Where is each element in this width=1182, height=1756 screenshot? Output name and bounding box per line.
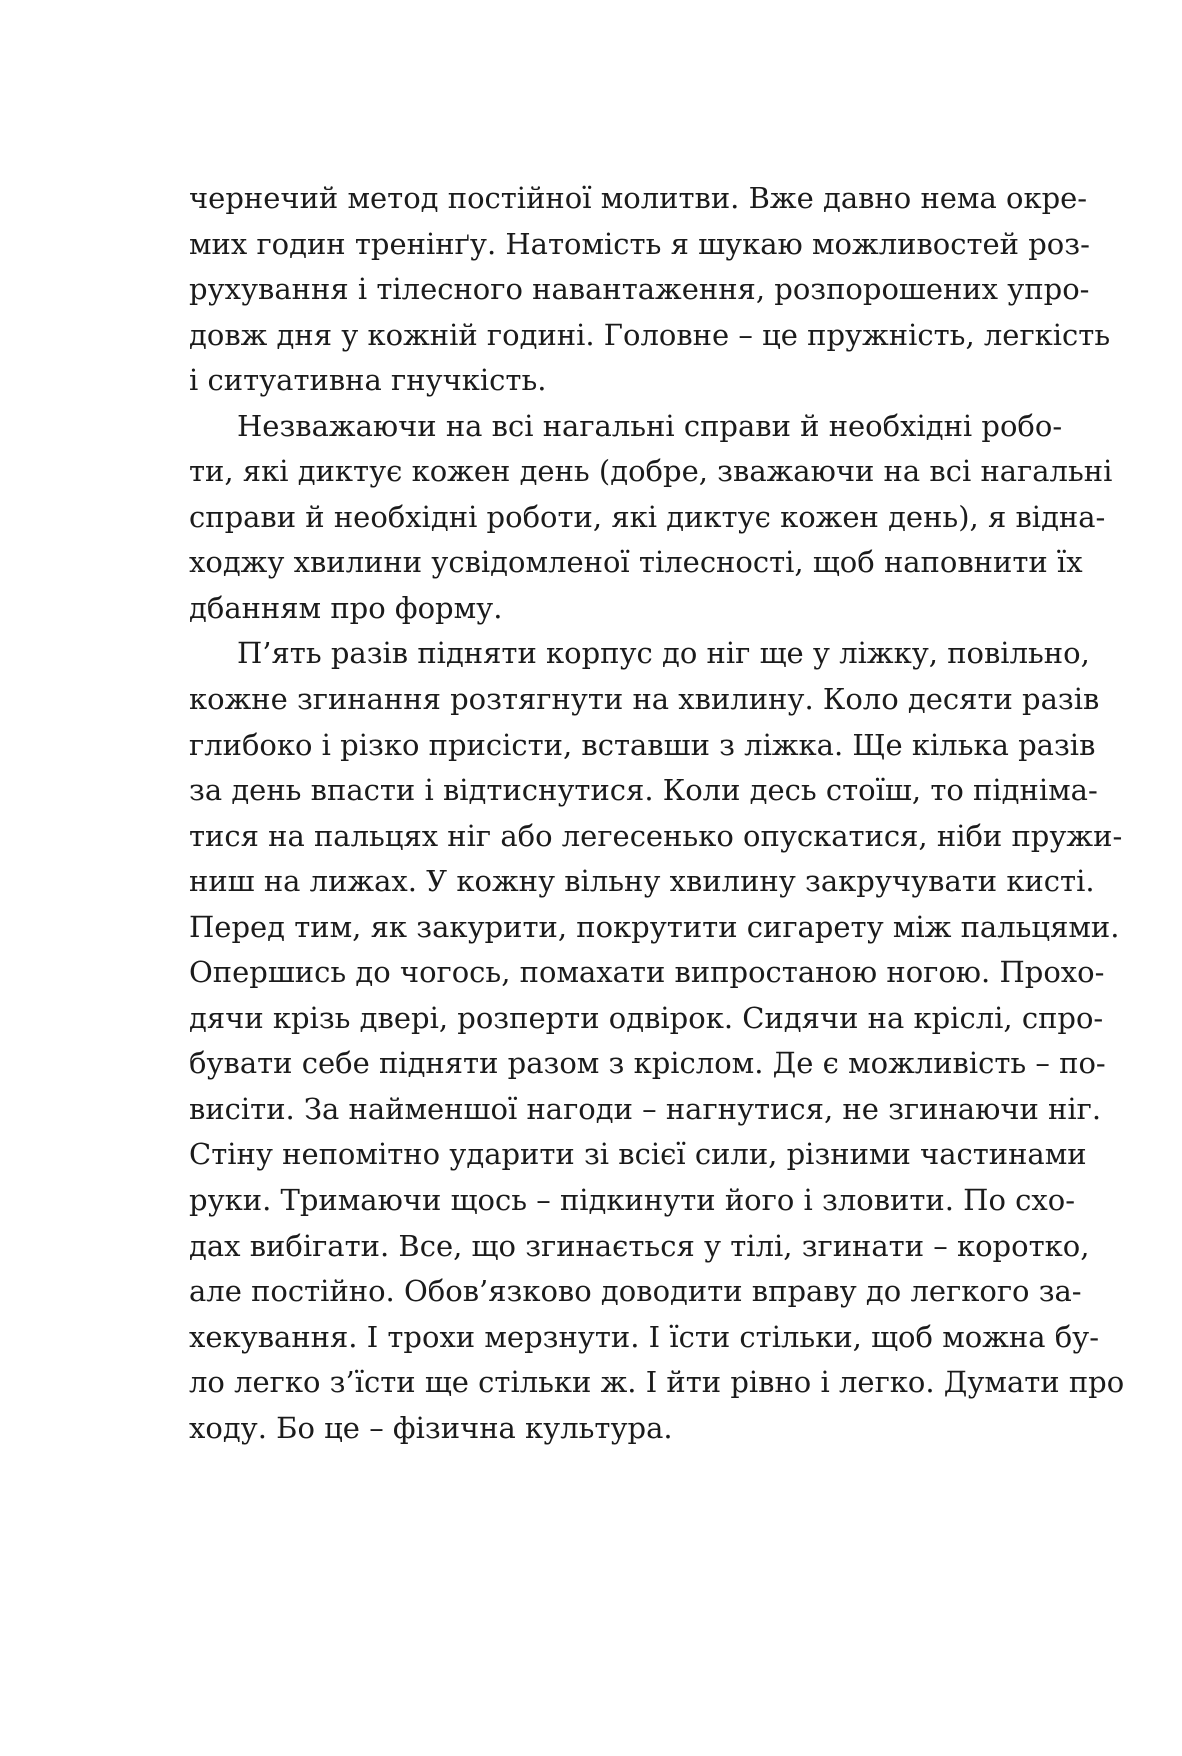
text-line: ло легко з’їсти ще стільки ж. І йти рівно і легко. Думати про	[189, 1365, 1125, 1400]
text-line: ходу. Бо це – фізична культура.	[189, 1410, 673, 1445]
text-line: мих годин тренінґу. Натомість я шукаю можливостей роз-	[189, 226, 1090, 261]
text-line: рухування і тілесного навантаження, розпорошених упро-	[189, 272, 1090, 307]
text-line: Перед тим, як закурити, покрутити сигарету між пальцями.	[189, 909, 1120, 944]
text-line: кожне згинання розтягнути на хвилину. Коло десяти разів	[189, 682, 1100, 717]
text-line: довж дня у кожній годині. Головне – це пружність, легкість	[189, 317, 1111, 352]
text-line: Опершись до чогось, помахати випростаною ногою. Прохо-	[189, 955, 1105, 990]
text-line: ходжу хвилини усвідомленої тілесності, щоб наповнити їх	[189, 545, 1083, 580]
text-line: і ситуативна гнучкість.	[189, 363, 547, 398]
text-line: П’ять разів підняти корпус до ніг ще у ліжку, повільно,	[237, 636, 1090, 671]
text-line: справи й необхідні роботи, які диктує кожен день), я відна-	[189, 499, 1106, 534]
text-line: дбанням про форму.	[189, 590, 503, 625]
text-line: чернечий метод постійної молитви. Вже давно нема окре-	[189, 181, 1088, 215]
text-line: але постійно. Обов’язково доводити вправу до легкого за-	[189, 1274, 1082, 1309]
paragraph-3	[189, 631, 1125, 1451]
paragraph-1	[189, 176, 1111, 404]
text-line: руки. Тримаючи щось – підкинути його і зловити. По схо-	[189, 1183, 1075, 1218]
paragraph-2	[189, 404, 1113, 632]
text-line: висіти. За найменшої нагоди – нагнутися, не згинаючи ніг.	[189, 1091, 1102, 1126]
text-line: дячи крізь двері, розперти одвірок. Сидячи на кріслі, спро-	[189, 1000, 1104, 1035]
text-line: хекування. І трохи мерзнути. І їсти стільки, щоб можна бу-	[189, 1319, 1100, 1354]
text-line: глибоко і різко присісти, вставши з ліжка. Ще кілька разів	[189, 727, 1096, 762]
text-line: ти, які диктує кожен день (добре, зважаючи на всі нагальні	[189, 454, 1113, 489]
body-text	[189, 176, 1125, 1451]
text-line: бувати себе підняти разом з кріслом. Де є можливість – по-	[189, 1046, 1106, 1081]
text-line: Незважаючи на всі нагальні справи й необхідні робо-	[237, 408, 1063, 443]
text-line: тися на пальцях ніг або легесенько опускатися, ніби пружи-	[189, 818, 1123, 853]
text-line: Стіну непомітно ударити зі всієї сили, різними частинами	[189, 1137, 1087, 1172]
text-line: ниш на лижах. У кожну вільну хвилину закручувати кисті.	[189, 864, 1095, 899]
text-line: за день впасти і відтиснутися. Коли десь стоїш, то підніма-	[189, 773, 1098, 808]
text-line: дах вибігати. Все, що згинається у тілі, згинати – коротко,	[189, 1228, 1090, 1263]
